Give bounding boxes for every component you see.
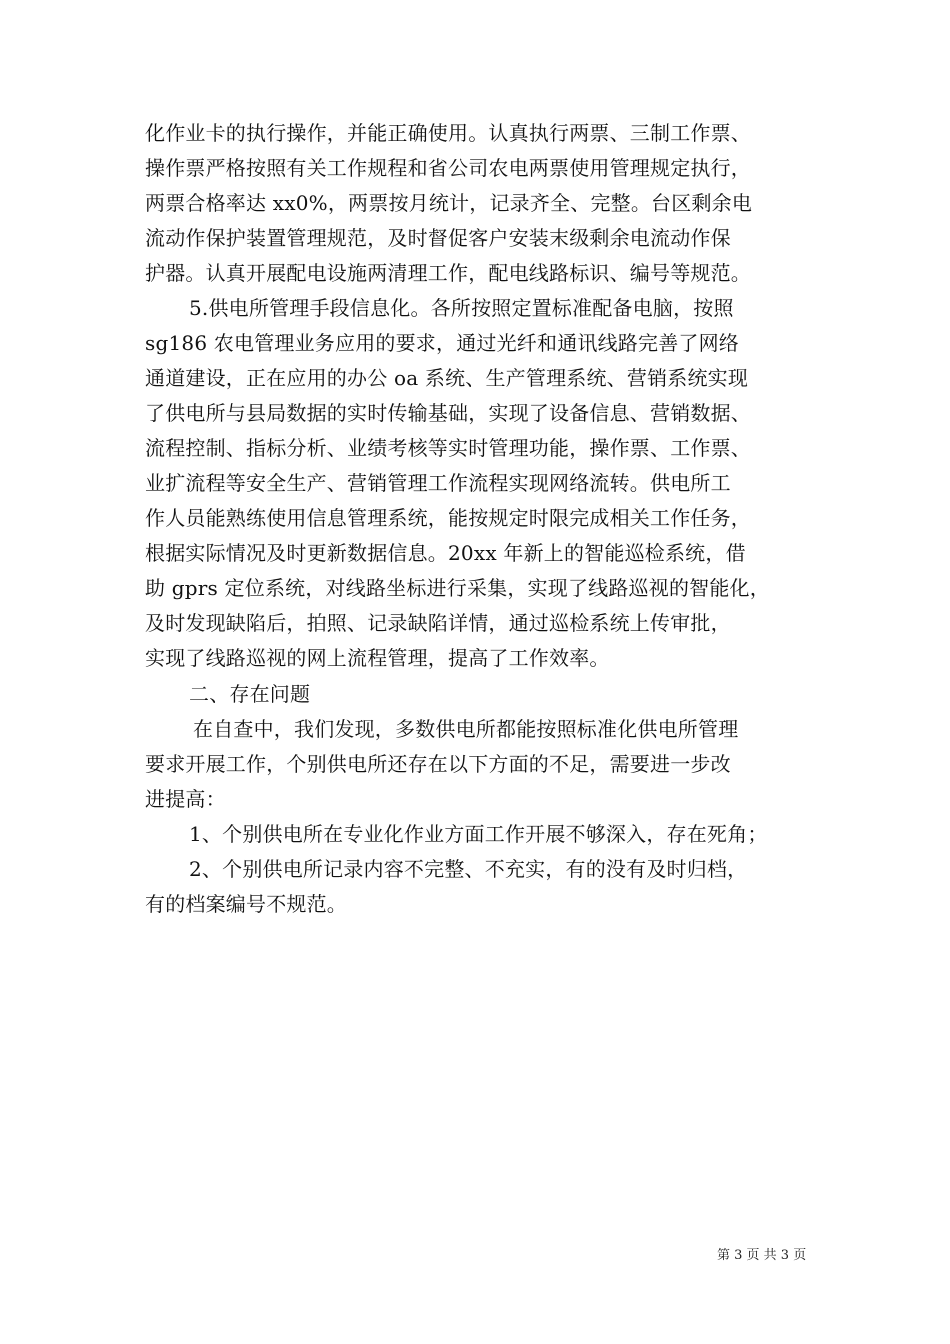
paragraph-issue-2 [145, 852, 825, 922]
paragraph-operations [145, 116, 825, 291]
text-line: 1、个别供电所在专业化作业方面工作开展不够深入，存在死角； [189, 822, 768, 846]
paragraph-informatization [145, 291, 825, 676]
text-line: 业扩流程等安全生产、营销管理工作流程实现网络流转。供电所工 [145, 471, 731, 495]
text-line: 及时发现缺陷后，拍照、记录缺陷详情，通过巡检系统上传审批， [145, 611, 731, 635]
text-line: 进提高： [145, 787, 226, 811]
text-line: 操作票严格按照有关工作规程和省公司农电两票使用管理规定执行， [145, 156, 751, 180]
page-number-footer: 第 3 页 共 3 页 [717, 1248, 807, 1263]
text-line: 在自查中，我们发现，多数供电所都能按照标准化供电所管理 [193, 717, 739, 741]
text-line: 两票合格率达 xx0%，两票按月统计，记录齐全、完整。台区剩余电 [145, 191, 753, 215]
text-line: 要求开展工作，个别供电所还存在以下方面的不足，需要进一步改 [145, 752, 731, 776]
text-line: 有的档案编号不规范。 [145, 892, 347, 916]
paragraph-issue-1 [145, 817, 825, 852]
text-line: 通道建设，正在应用的办公 oa 系统、生产管理系统、营销系统实现 [145, 366, 749, 390]
text-line: 2、个别供电所记录内容不完整、不充实，有的没有及时归档， [189, 857, 748, 881]
text-line: 助 gprs 定位系统，对线路坐标进行采集，实现了线路巡视的智能化， [145, 576, 770, 600]
paragraph-self-check [145, 712, 825, 817]
section-heading: 二、存在问题 [189, 682, 311, 706]
text-line: 5.供电所管理手段信息化。各所按照定置标准配备电脑，按照 [189, 296, 734, 320]
text-line: 护器。认真开展配电设施两清理工作，配电线路标识、编号等规范。 [145, 261, 751, 285]
text-line: 实现了线路巡视的网上流程管理，提高了工作效率。 [145, 646, 610, 670]
text-line: sg186 农电管理业务应用的要求，通过光纤和通讯线路完善了网络 [145, 331, 739, 355]
text-line: 流动作保护装置管理规范，及时督促客户安装末级剩余电流动作保 [145, 226, 731, 250]
text-line: 了供电所与县局数据的实时传输基础，实现了设备信息、营销数据、 [145, 401, 751, 425]
text-line: 根据实际情况及时更新数据信息。20xx 年新上的智能巡检系统，借 [145, 541, 746, 565]
text-line: 作人员能熟练使用信息管理系统，能按规定时限完成相关工作任务， [145, 506, 751, 530]
text-line: 化作业卡的执行操作，并能正确使用。认真执行两票、三制工作票、 [145, 121, 751, 145]
text-line: 流程控制、指标分析、业绩考核等实时管理功能，操作票、工作票、 [145, 436, 751, 460]
document-body [145, 116, 825, 922]
